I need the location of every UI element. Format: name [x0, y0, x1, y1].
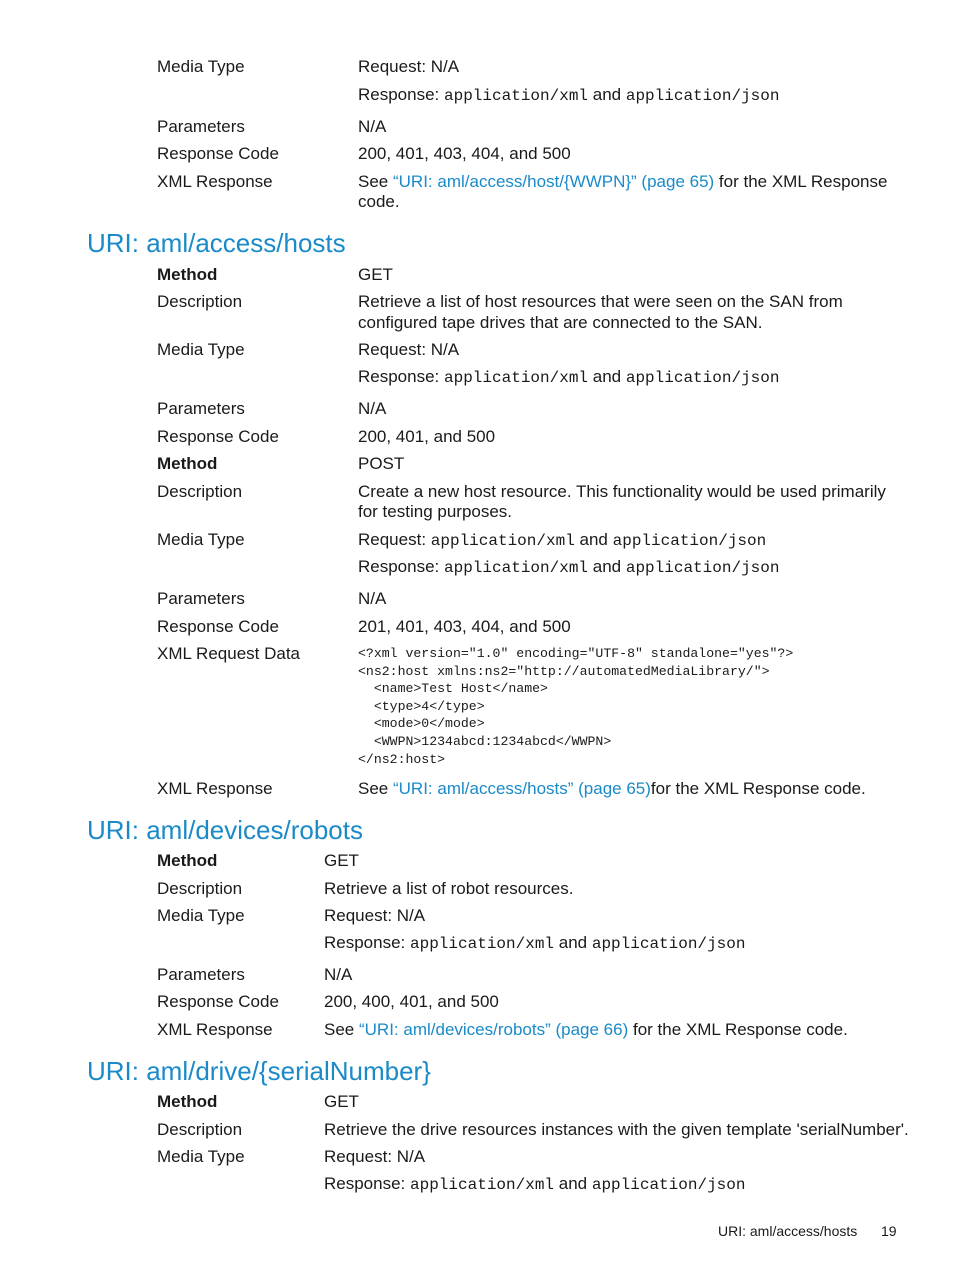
request-value: Request: N/A	[358, 340, 460, 359]
method-value: GET	[324, 1092, 359, 1111]
response-mime-xml: application/xml	[444, 87, 589, 105]
section-title-drive: URI: aml/drive/{serialNumber}	[87, 1056, 431, 1086]
request-value: Request: N/A	[324, 906, 426, 925]
section-title-hosts: URI: aml/access/hosts	[87, 228, 346, 258]
response-mime-xml: application/xml	[410, 1176, 555, 1194]
description-label: Description	[157, 879, 243, 898]
method-value: GET	[324, 851, 359, 870]
method-label: Method	[157, 454, 218, 473]
xml-response-link[interactable]: “URI: aml/access/host/{WWPN}” (page 65)	[392, 172, 715, 191]
see-text: See	[358, 172, 393, 191]
response-value	[324, 1173, 745, 1196]
response-code-label: Response Code	[157, 144, 279, 163]
xml-response-value	[358, 171, 887, 192]
see-text: See	[358, 779, 393, 798]
response-code-value: 201, 401, 403, 404, and 500	[358, 617, 571, 636]
xml-response-suffix: for the XML Response	[714, 172, 888, 191]
description-line-2: for testing purposes.	[358, 502, 513, 521]
media-type-label: Media Type	[157, 340, 245, 359]
response-mime-xml: application/xml	[410, 935, 555, 953]
xml-response-suffix: for the XML Response code.	[650, 779, 866, 798]
and-text: and	[588, 367, 626, 386]
response-mime-json: application/json	[591, 1176, 746, 1194]
xml-response-suffix: for the XML Response code.	[628, 1020, 848, 1039]
request-value: Request: N/A	[324, 1147, 426, 1166]
response-code-label: Response Code	[157, 992, 279, 1011]
response-mime-json: application/json	[625, 87, 780, 105]
and-text: and	[588, 85, 626, 104]
footer-section-title: URI: aml/access/hosts	[718, 1223, 858, 1239]
response-value	[358, 366, 779, 389]
response-code-label: Response Code	[157, 427, 279, 446]
response-value	[358, 556, 779, 579]
response-code-value: 200, 400, 401, and 500	[324, 992, 499, 1011]
method-value: POST	[358, 454, 405, 473]
response-prefix: Response:	[358, 367, 444, 386]
description-value: Retrieve the drive resources instances with the given template 'serialNumber'.	[324, 1120, 909, 1139]
parameters-label: Parameters	[157, 589, 245, 608]
description-line-2: configured tape drives that are connected to the SAN.	[358, 313, 763, 332]
parameters-label: Parameters	[157, 399, 245, 418]
response-value	[324, 932, 745, 955]
response-mime-json: application/json	[625, 369, 780, 387]
xml-response-link[interactable]: “URI: aml/access/hosts” (page 65)	[392, 779, 651, 798]
request-mime-json: application/json	[612, 532, 767, 550]
xml-response-label: XML Response	[157, 1020, 273, 1039]
response-mime-xml: application/xml	[444, 369, 589, 387]
response-prefix: Response:	[358, 557, 444, 576]
parameters-value: N/A	[358, 399, 387, 418]
and-text: and	[554, 1174, 592, 1193]
xml-response-suffix-line2: code.	[358, 192, 400, 211]
request-mime-xml: application/xml	[430, 532, 575, 550]
and-text: and	[554, 933, 592, 952]
xml-response-label: XML Response	[157, 779, 273, 798]
response-code-value: 200, 401, and 500	[358, 427, 496, 446]
parameters-label: Parameters	[157, 117, 245, 136]
description-value: Retrieve a list of robot resources.	[324, 879, 574, 898]
media-type-label: Media Type	[157, 1147, 245, 1166]
response-prefix: Response:	[358, 85, 444, 104]
request-value: Request: N/A	[358, 57, 460, 76]
xml-response-label: XML Response	[157, 172, 273, 191]
media-type-label: Media Type	[157, 530, 245, 549]
response-value	[358, 84, 779, 107]
response-mime-xml: application/xml	[444, 559, 589, 577]
parameters-value: N/A	[358, 117, 387, 136]
response-mime-json: application/json	[625, 559, 780, 577]
request-value	[358, 529, 766, 552]
parameters-value: N/A	[324, 965, 353, 984]
xml-response-value	[358, 778, 866, 799]
request-prefix: Request:	[358, 530, 431, 549]
description-label: Description	[157, 1120, 243, 1139]
xml-request-label: XML Request Data	[157, 644, 300, 663]
xml-response-value	[324, 1019, 848, 1040]
media-type-label: Media Type	[157, 57, 245, 76]
parameters-label: Parameters	[157, 965, 245, 984]
section-title-robots: URI: aml/devices/robots	[87, 815, 363, 845]
parameters-value: N/A	[358, 589, 387, 608]
response-code-label: Response Code	[157, 617, 279, 636]
see-text: See	[324, 1020, 359, 1039]
description-label: Description	[157, 292, 243, 311]
footer-page-number: 19	[881, 1223, 897, 1239]
response-prefix: Response:	[324, 933, 410, 952]
response-mime-json: application/json	[591, 935, 746, 953]
description-line-1: Create a new host resource. This functionality would be used primarily	[358, 482, 886, 501]
method-value: GET	[358, 265, 393, 284]
response-code-value: 200, 401, 403, 404, and 500	[358, 144, 571, 163]
method-label: Method	[157, 265, 218, 284]
description-label: Description	[157, 482, 243, 501]
and-text: and	[588, 557, 626, 576]
xml-response-link[interactable]: “URI: aml/devices/robots” (page 66)	[358, 1020, 629, 1039]
response-prefix: Response:	[324, 1174, 410, 1193]
and-text: and	[574, 530, 613, 549]
xml-request-code: <?xml version="1.0" encoding="UTF-8" standalone="yes"?> <ns2:host xmlns:ns2="http://automatedMediaLibrary/"> <name>Test Host</name> <type>4</type> <mode>0</mode> <WWPN>1234abcd:1234abcd</WWPN> </ns2:host>	[358, 646, 794, 767]
method-label: Method	[157, 1092, 218, 1111]
description-line-1: Retrieve a list of host resources that were seen on the SAN from	[358, 292, 843, 311]
method-label: Method	[157, 851, 218, 870]
media-type-label: Media Type	[157, 906, 245, 925]
